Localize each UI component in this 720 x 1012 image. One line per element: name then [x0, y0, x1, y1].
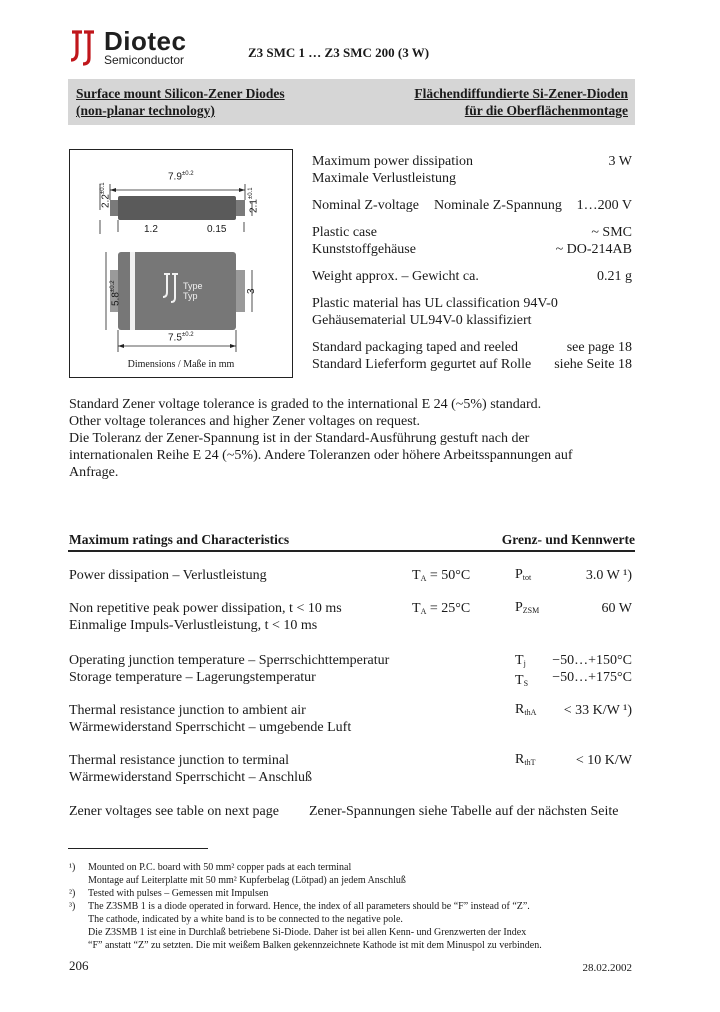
spec-packaging-ref: see page 18 siehe Seite 18 [554, 340, 632, 372]
rating-rtha-label: Thermal resistance junction to ambient air Wärmewiderstand Sperrschicht – umgebende Luft [69, 703, 352, 735]
spec-power-value: 3 W [608, 154, 632, 169]
document-date: 28.02.2002 [582, 962, 632, 974]
footnote-rule [68, 848, 208, 849]
rating-power-condition: $T_A = 50^\circ C$ [412, 568, 471, 583]
rating-peak-label: Non repetitive peak power dissipation, t < 10 ms Einmalige Impuls-Verlustleistung, t < 10 ms [69, 601, 342, 633]
spec-case-label: Plastic case Kunststoffgehäuse [312, 225, 416, 257]
footnote-1-mark: ¹) [69, 862, 76, 873]
tolerance-description: Standard Zener voltage tolerance is graded to the international E 24 (~5%) standard. Other voltage tolerances and higher Zener voltages on request. Die Toleranz der Zener-Spannung ist in der Standard-Ausführung gestuft nach der internationalen Reihe E 24 (~5%). Andere Toleranzen oder höhere Arbeitsspannungen auf Anfrage. [69, 397, 573, 480]
rating-temperature-label: Operating junction temperature – Sperrschichttemperatur Storage temperature – Lagerungstemperatur [69, 653, 390, 685]
package-drawing [69, 149, 293, 378]
dim-left-b-label: $5.8^{\pm 0.2}$ [110, 280, 122, 306]
banner-title-de [414, 85, 628, 119]
rating-power-value: 3.0 W ¹) [585, 568, 632, 583]
dim-bottom-label: $7.5^{\pm 0.2}$ [168, 332, 194, 344]
banner-title-en-line2: (non-planar technology) [76, 103, 215, 118]
rating-power-label: Power dissipation – Verlustleistung [69, 568, 267, 583]
zener-note-de: Zener-Spannungen siehe Tabelle auf der nächsten Seite [309, 804, 619, 819]
rating-power-symbol: $P_{tot}$ [515, 567, 532, 582]
package-type-marking: Type Typ [183, 281, 203, 301]
lead-right-top [236, 270, 245, 312]
footnote-2-mark: ²) [69, 888, 76, 899]
spec-nominal-label-en: Nominal Z-voltage [312, 198, 419, 213]
dim-left-a-label: $2.2^{\pm 0.1}$ [100, 182, 112, 208]
ratings-heading-en: Maximum ratings and Characteristics [69, 532, 290, 547]
document-title: Z3 SMC 1 … Z3 SMC 200 (3 W) [248, 45, 430, 60]
rating-rtht-symbol: $R_{thT}$ [515, 752, 536, 767]
spec-material: Plastic material has UL classification 94V-0 Gehäusematerial UL94V-0 klassifiziert [312, 296, 558, 328]
dim-right-b-label: 3 [246, 288, 257, 294]
cathode-band [130, 252, 135, 330]
brand-name: Diotec [104, 26, 187, 56]
banner-title-en [76, 85, 285, 119]
diotec-logo-icon [68, 28, 98, 66]
footnote-3-text: The Z3SMB 1 is a diode operated in forward. Hence, the index of all parameters should be “F” instead of “Z”. The cathode, indicated by a white band is to be connected to the negative pole. Die Z3SMB 1 ist eine in Durchlaß betriebene Si-Diode. Daher ist bei allen Kenn- und Grenzwerten der Index “F” anstatt “Z” zu setzten. Die mit weißem Balken gekennzeichnete Kathode ist mit dem Minuspol zu verbinden. [88, 901, 542, 951]
spec-weight-value: 0.21 g [597, 269, 632, 284]
dim-lead-left-label: 1.2 [144, 224, 158, 235]
banner-title-de-line1: Flächendiffundierte Si-Zener-Dioden [414, 86, 628, 101]
rating-peak-condition: $T_A = 25^\circ C$ [412, 601, 471, 616]
spec-case-value: ~ SMC ~ DO-214AB [555, 225, 632, 257]
rating-peak-symbol: $P_{ZSM}$ [515, 600, 540, 615]
rating-peak-value: 60 W [601, 601, 632, 616]
footnote-1-text: Mounted on P.C. board with 50 mm² copper pads at each terminal Montage auf Leiterplatte mit 50 mm² Kupferbelag (Lötpad) an jedem Anschluß [88, 862, 406, 886]
brand-subtitle: Semiconductor [104, 53, 185, 67]
footnote-3-mark: ³) [69, 901, 76, 912]
rating-rtht-value: < 10 K/W [575, 753, 632, 768]
banner-title-en-line1: Surface mount Silicon-Zener Diodes [76, 86, 285, 101]
spec-nominal-label-de: Nominale Z-Spannung [434, 198, 562, 213]
zener-note-en: Zener voltages see table on next page [69, 804, 279, 819]
rating-temperature-symbols: $T_j$ $T_S$ [515, 653, 529, 688]
rating-rtha-value: < 33 K/W ¹) [563, 703, 632, 718]
ratings-heading-de: Grenz- und Kennwerte [501, 532, 635, 547]
spec-power-label: Maximum power dissipation Maximale Verlustleistung [312, 154, 473, 186]
dim-top-label: $7.9^{\pm 0.2}$ [168, 171, 194, 183]
banner-title-de-line2: für die Oberflächenmontage [464, 103, 628, 118]
spec-weight-label: Weight approx. – Gewicht ca. [312, 269, 479, 284]
rating-rtht-label: Thermal resistance junction to terminal Wärmewiderstand Sperrschicht – Anschluß [69, 753, 312, 785]
rating-rtha-symbol: $R_{thA}$ [515, 702, 537, 717]
figure-caption: Dimensions / Maße in mm [127, 359, 235, 370]
package-side-body [118, 196, 236, 220]
package-top-body [118, 252, 236, 330]
section-rule [68, 550, 635, 552]
spec-packaging-label: Standard packaging taped and reeled Standard Lieferform gegurtet auf Rolle [312, 340, 532, 372]
spec-nominal-value: 1…200 V [576, 198, 632, 213]
rating-temperature-values: −50…+150°C −50…+175°C [552, 653, 632, 685]
footnote-2-text: Tested with pulses – Gemessen mit Impulsen [88, 888, 269, 899]
page-number: 206 [69, 958, 89, 973]
lead-right-side [236, 200, 245, 216]
dim-lead-right-label: 0.15 [207, 224, 227, 235]
dim-right-a-label: $2.1^{\pm 0.1}$ [248, 187, 260, 213]
